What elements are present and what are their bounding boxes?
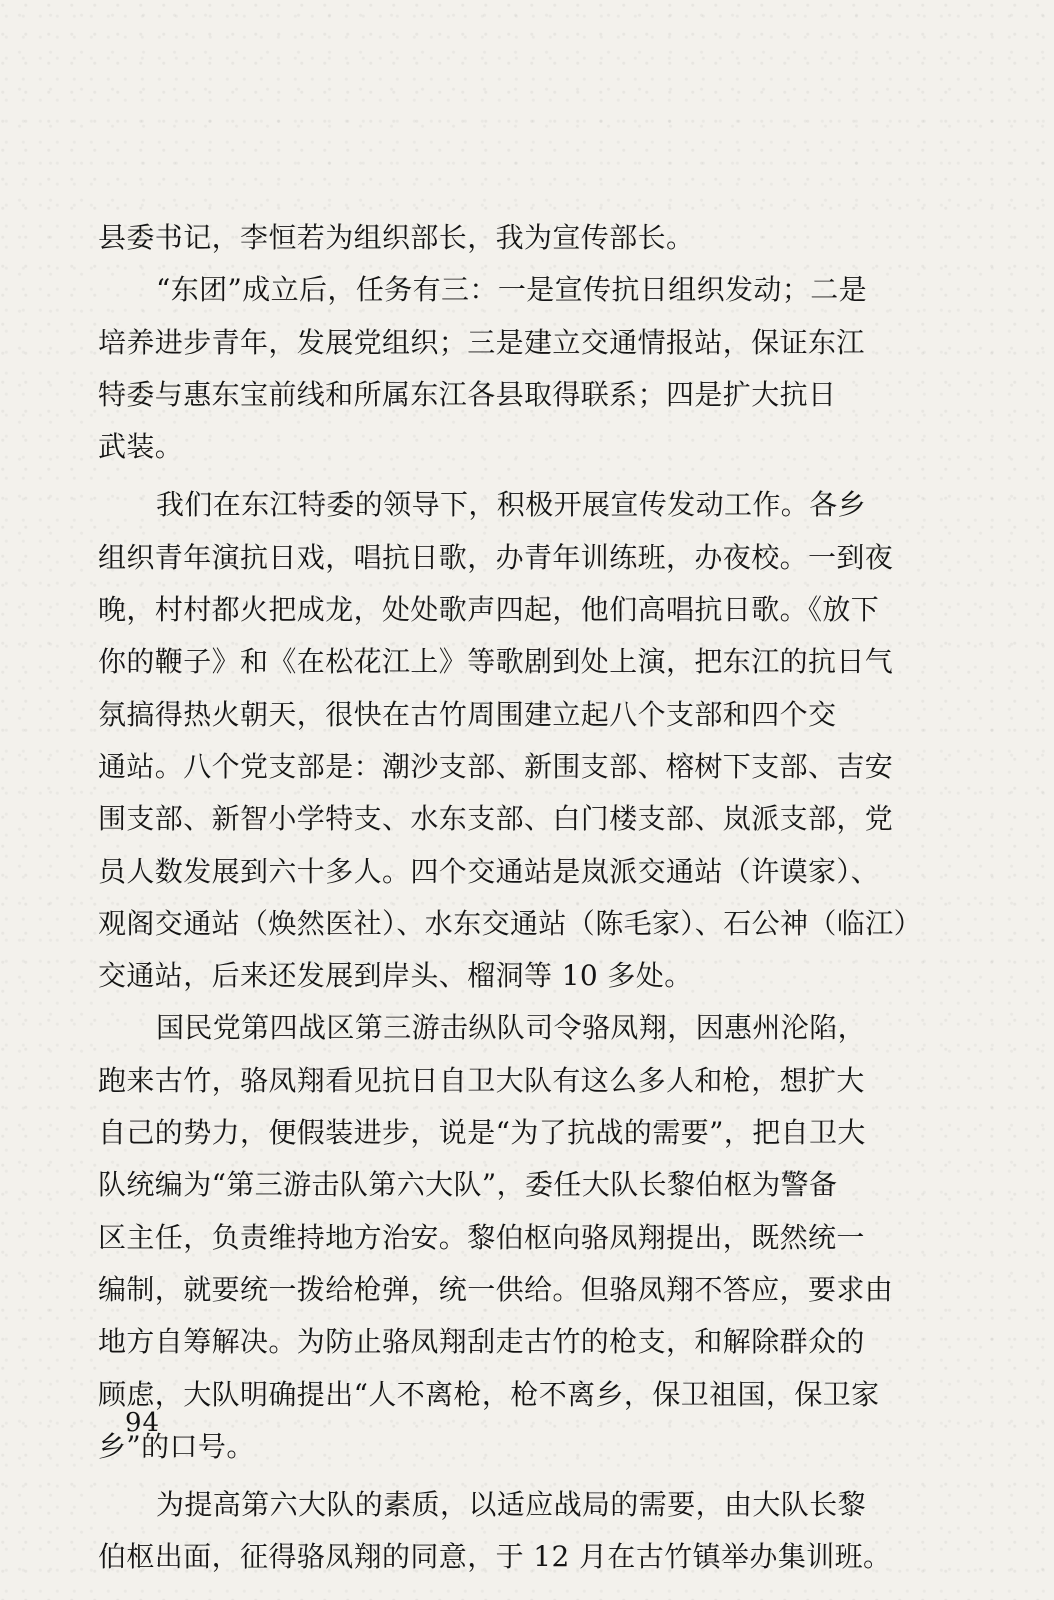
text-line: 乡”的口号。 [98, 1429, 255, 1463]
body-text [98, 212, 923, 1584]
text-line: 地方自筹解决。为防止骆凤翔刮走古竹的枪支，和解除群众的 [98, 1325, 865, 1359]
text-line: 队统编为“第三游击队第六大队”，委任大队长黎伯枢为警备 [98, 1168, 838, 1202]
text-line: 编制，就要统一拨给枪弹，统一供给。但骆凤翔不答应，要求由 [98, 1272, 894, 1306]
text-line: 晚，村村都火把成龙，处处歌声四起，他们高唱抗日歌。《放下 [98, 593, 880, 627]
paragraph-start-line: 国民党第四战区第三游击纵队司令骆凤翔，因惠州沦陷， [156, 1011, 867, 1045]
text-line: 围支部、新智小学特支、水东支部、白门楼支部、岚派支部，党 [98, 802, 894, 836]
text-line: 观阁交通站（焕然医社）、水东交通站（陈毛家）、石公神（临江） [98, 906, 923, 940]
text-line: 自己的势力，便假装进步，说是“为了抗战的需要”，把自卫大 [98, 1116, 866, 1150]
text-line: 通站。八个党支部是：潮沙支部、新围支部、榕树下支部、吉安 [98, 749, 894, 783]
text-line: 组织青年演抗日戏，唱抗日歌，办青年训练班，办夜校。一到夜 [98, 540, 894, 574]
text-line: 县委书记，李恒若为组织部长，我为宣传部长。 [98, 221, 695, 254]
text-line: 氛搞得热火朝天，很快在古竹周围建立起八个支部和四个交 [98, 697, 837, 731]
text-line: 跑来古竹，骆凤翔看见抗日自卫大队有这么多人和枪，想扩大 [98, 1063, 865, 1097]
text-line: 顾虑，大队明确提出“人不离枪，枪不离乡，保卫祖国，保卫家 [98, 1377, 880, 1411]
text-line: 交通站，后来还发展到岸头、榴洞等 10 多处。 [98, 959, 693, 993]
text-line: 伯枢出面，征得骆凤翔的同意，于 12 月在古竹镇举办集训班。 [98, 1540, 892, 1574]
paragraph-start-line: 我们在东江特委的领导下，积极开展宣传发动工作。各乡 [156, 488, 867, 522]
text-line: 员人数发展到六十多人。四个交通站是岚派交通站（许谟家）、 [98, 854, 880, 888]
paragraph-start-line: “东团”成立后，任务有三：一是宣传抗日组织发动；二是 [156, 273, 868, 307]
text-line: 培养进步青年，发展党组织；三是建立交通情报站，保证东江 [98, 325, 865, 359]
paragraph-start-line: 为提高第六大队的素质，以适应战局的需要，由大队长黎 [156, 1488, 867, 1522]
text-line: 特委与惠东宝前线和所属东江各县取得联系；四是扩大抗日 [98, 377, 837, 411]
text-line: 你的鞭子》和《在松花江上》等歌剧到处上演，把东江的抗日气 [98, 645, 894, 679]
page-number: 94 [125, 1408, 161, 1438]
text-line: 区主任，负责维持地方治安。黎伯枢向骆凤翔提出，既然统一 [98, 1220, 865, 1254]
text-line: 武装。 [98, 430, 184, 464]
